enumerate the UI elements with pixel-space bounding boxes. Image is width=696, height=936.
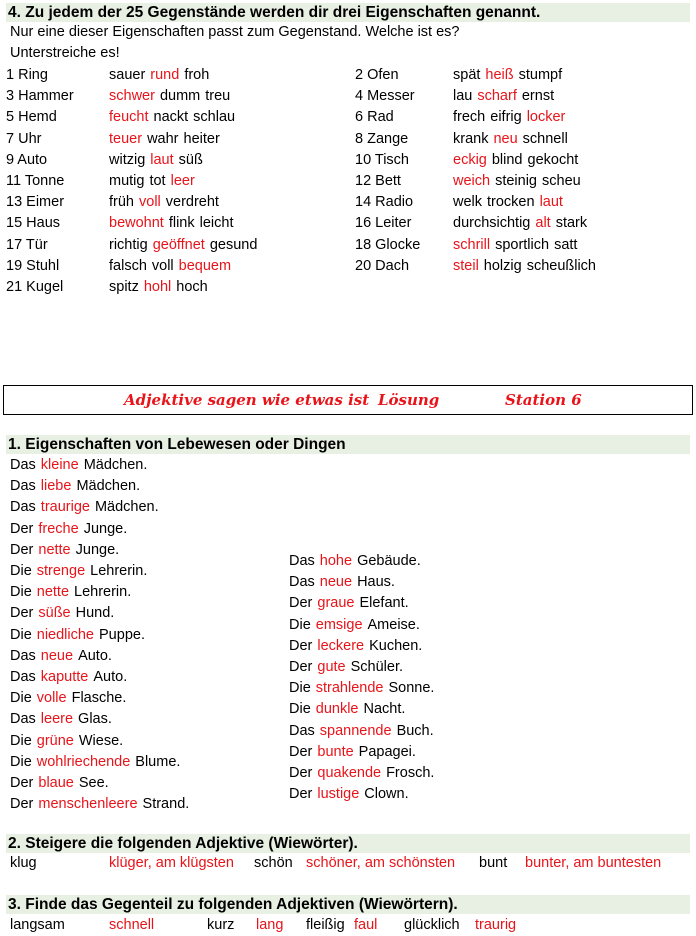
phrase-noun: Mädchen. <box>83 457 148 473</box>
phrase-adjective: freche <box>38 520 79 537</box>
task4-option: scheu <box>542 173 581 189</box>
section1-phrase <box>10 774 109 792</box>
task4-option: heiter <box>183 130 220 147</box>
phrase-adjective: kaputte <box>40 669 89 685</box>
phrase-adjective: emsige <box>315 616 363 633</box>
station-label: Station 6 <box>505 391 582 409</box>
phrase-adjective: grüne <box>36 732 74 749</box>
task4-item-options <box>109 193 219 211</box>
task4-item-options <box>109 130 220 148</box>
task4-option: voll <box>151 257 174 274</box>
task4-correct-option: scharf <box>477 88 517 105</box>
task4-heading: 4. Zu jedem der 25 Gegenstände werden dir drei Eigenschaften genannt. <box>6 3 690 22</box>
section1-phrase <box>289 552 421 570</box>
task4-item-options <box>453 172 581 190</box>
phrase-article: Das <box>10 669 36 685</box>
task4-option: satt <box>554 236 578 253</box>
task4-option: steinig <box>495 173 537 189</box>
task4-item-noun: 20 Dach <box>355 257 410 274</box>
section3-answer: traurig <box>475 917 517 933</box>
task4-option: gesund <box>209 236 258 253</box>
task4-item-noun: 15 Haus <box>6 215 61 232</box>
task4-correct-option: heiß <box>485 67 514 83</box>
phrase-article: Der <box>289 637 313 654</box>
section1-phrase <box>289 658 403 676</box>
phrase-article: Der <box>10 541 34 558</box>
section1-phrase <box>289 616 420 634</box>
task4-option: stark <box>555 215 588 232</box>
section3-base-word: fleißig <box>306 917 345 933</box>
task4-option: krank <box>453 130 489 147</box>
section3-base-word: langsam <box>10 917 65 933</box>
task4-option: früh <box>109 194 134 211</box>
phrase-adjective: dunkle <box>315 701 359 718</box>
phrase-adjective: spannende <box>319 722 392 739</box>
phrase-adjective: traurige <box>40 499 90 516</box>
task4-item-options <box>453 193 563 211</box>
task4-correct-option: schrill <box>453 236 491 253</box>
section1-phrase <box>10 710 112 728</box>
task4-item-noun: 14 Radio <box>355 194 414 211</box>
task4-item-noun: 2 Ofen <box>355 67 399 83</box>
phrase-article: Der <box>289 765 313 781</box>
phrase-article: Der <box>289 786 313 803</box>
task4-correct-option: geöffnet <box>152 236 205 253</box>
task4-option: stumpf <box>518 67 563 83</box>
phrase-article: Die <box>10 626 32 643</box>
task4-option: lau <box>453 88 473 105</box>
task4-option: verdreht <box>165 194 219 211</box>
phrase-article: Die <box>289 616 311 633</box>
section1-phrase <box>10 604 114 622</box>
phrase-noun: Frosch. <box>386 765 435 781</box>
task4-instruction-line2: Unterstreiche es! <box>10 45 120 61</box>
phrase-adjective: kleine <box>40 457 79 473</box>
phrase-noun: Blume. <box>135 753 181 770</box>
task4-item-noun: 6 Rad <box>355 109 394 126</box>
section1-phrase <box>10 626 145 644</box>
phrase-article: Die <box>10 563 32 579</box>
task4-item-noun: 4 Messer <box>355 88 415 105</box>
phrase-noun: See. <box>78 775 109 791</box>
task4-correct-option: neu <box>493 130 518 147</box>
task4-option: süß <box>178 151 203 168</box>
phrase-noun: Papagei. <box>358 743 416 760</box>
phrase-noun: Lehrerin. <box>74 584 132 601</box>
phrase-adjective: liebe <box>40 478 72 495</box>
phrase-noun: Clown. <box>364 786 409 803</box>
section1-phrase <box>289 722 434 740</box>
section3-base-word: kurz <box>207 917 235 933</box>
task4-option: treu <box>205 88 231 105</box>
section3-answer: lang <box>256 917 284 933</box>
section1-phrase <box>289 679 434 697</box>
task4-option: flink <box>168 215 195 232</box>
phrase-adjective: leckere <box>317 637 365 654</box>
task4-item-noun: 10 Tisch <box>355 151 409 168</box>
section2-base-word: bunt <box>479 855 508 871</box>
task4-item-noun: 11 Tonne <box>6 173 65 189</box>
task4-item-options <box>453 236 577 254</box>
phrase-noun: Strand. <box>142 796 190 813</box>
phrase-noun: Lehrerin. <box>90 563 148 579</box>
task4-option: gekocht <box>527 151 579 168</box>
section1-phrase <box>10 732 123 750</box>
task4-item-noun: 7 Uhr <box>6 130 42 147</box>
phrase-noun: Junge. <box>75 541 120 558</box>
task4-item-options <box>109 214 233 232</box>
phrase-adjective: nette <box>36 584 70 601</box>
phrase-noun: Haus. <box>357 574 395 591</box>
phrase-noun: Junge. <box>83 520 128 537</box>
task4-correct-option: leer <box>170 173 195 189</box>
task4-item-options <box>109 66 209 84</box>
phrase-article: Der <box>289 595 313 612</box>
section3-answer: schnell <box>109 917 155 933</box>
phrase-article: Das <box>10 499 36 516</box>
section1-phrase <box>10 753 180 771</box>
task4-option: leicht <box>199 215 234 232</box>
phrase-noun: Puppe. <box>99 626 145 643</box>
phrase-adjective: nette <box>38 541 71 558</box>
task4-item-noun: 8 Zange <box>355 130 409 147</box>
task4-correct-option: weich <box>453 173 491 189</box>
section1-phrase <box>289 785 409 803</box>
task4-correct-option: schwer <box>109 88 155 105</box>
task4-item-noun: 1 Ring <box>6 67 48 83</box>
task4-option: wahr <box>147 130 179 147</box>
task4-correct-option: rund <box>150 67 180 83</box>
section1-phrase <box>10 668 127 686</box>
task4-option: blind <box>491 151 523 168</box>
phrase-article: Der <box>10 520 34 537</box>
phrase-article: Das <box>10 478 36 495</box>
task4-correct-option: bequem <box>178 257 232 274</box>
phrase-article: Die <box>289 701 311 718</box>
task4-instruction-line1: Nur eine dieser Eigenschaften passt zum Gegenstand. Welche ist es? <box>10 24 460 40</box>
task4-correct-option: eckig <box>453 151 487 168</box>
task4-option: spät <box>453 67 481 83</box>
task4-option: falsch <box>109 257 147 274</box>
section1-phrase <box>10 647 112 665</box>
task4-correct-option: teuer <box>109 130 143 147</box>
phrase-article: Das <box>10 647 36 664</box>
worksheet-title: Adjektive sagen wie etwas ist <box>124 391 370 409</box>
worksheet-title-bar <box>3 385 693 415</box>
section3-answer: faul <box>354 917 378 933</box>
task4-option: dumm <box>159 88 201 105</box>
task4-correct-option: bewohnt <box>109 215 164 232</box>
task4-item-options <box>109 257 231 275</box>
section1-phrase <box>10 498 159 516</box>
task4-option: eifrig <box>490 109 522 126</box>
section1-phrase <box>10 541 119 559</box>
phrase-article: Die <box>10 732 32 749</box>
phrase-noun: Elefant. <box>359 595 409 612</box>
section1-phrase <box>10 795 189 813</box>
phrase-article: Der <box>289 659 313 675</box>
section1-phrase <box>10 689 126 707</box>
section2-answer: bunter, am buntesten <box>525 855 662 871</box>
phrase-noun: Hund. <box>75 605 115 622</box>
task4-option: spitz <box>109 279 139 295</box>
phrase-adjective: blaue <box>38 775 74 791</box>
phrase-article: Die <box>10 753 32 770</box>
task4-item-options <box>453 66 562 84</box>
task4-item-options <box>109 236 257 254</box>
task4-option: richtig <box>109 236 148 253</box>
task4-item-noun: 12 Bett <box>355 173 401 189</box>
phrase-noun: Mädchen. <box>76 478 141 495</box>
phrase-adjective: gute <box>317 659 346 675</box>
phrase-adjective: lustige <box>317 786 360 803</box>
task4-correct-option: locker <box>526 109 566 126</box>
phrase-adjective: niedliche <box>36 626 95 643</box>
task4-item-options <box>453 130 568 148</box>
phrase-adjective: süße <box>38 605 71 622</box>
phrase-noun: Schüler. <box>350 659 404 675</box>
phrase-article: Das <box>10 711 36 728</box>
phrase-adjective: hohe <box>319 553 353 569</box>
phrase-noun: Ameise. <box>367 616 420 633</box>
phrase-adjective: leere <box>40 711 74 728</box>
phrase-noun: Kuchen. <box>369 637 423 654</box>
phrase-adjective: menschenleere <box>38 796 138 813</box>
section2-answer: schöner, am schönsten <box>306 855 456 871</box>
section2-base-word: schön <box>254 855 293 871</box>
task4-item-options <box>453 108 565 126</box>
task4-item-noun: 9 Auto <box>6 151 48 168</box>
task4-option: froh <box>184 67 210 83</box>
task4-option: scheußlich <box>526 257 596 274</box>
task4-correct-option: hohl <box>143 279 172 295</box>
phrase-noun: Wiese. <box>78 732 124 749</box>
solution-label: Lösung <box>378 391 440 409</box>
phrase-article: Der <box>10 775 34 791</box>
task4-option: tot <box>149 173 166 189</box>
phrase-noun: Mädchen. <box>94 499 159 516</box>
task4-item-noun: 13 Eimer <box>6 194 65 211</box>
phrase-article: Der <box>289 743 313 760</box>
section3-heading: 3. Finde das Gegenteil zu folgenden Adjektiven (Wiewörtern). <box>6 895 690 914</box>
section1-phrase <box>289 594 409 612</box>
phrase-adjective: volle <box>36 690 67 707</box>
task4-item-options <box>453 257 596 275</box>
task4-option: hoch <box>176 279 208 295</box>
task4-option: frech <box>453 109 486 126</box>
task4-option: mutig <box>109 173 145 189</box>
task4-item-noun: 19 Stuhl <box>6 257 60 274</box>
section2-heading: 2. Steigere die folgenden Adjektive (Wiewörter). <box>6 834 690 853</box>
phrase-noun: Auto. <box>78 647 112 664</box>
task4-item-options <box>453 151 578 169</box>
section1-phrase <box>289 743 416 761</box>
phrase-article: Der <box>10 605 34 622</box>
task4-correct-option: laut <box>150 151 174 168</box>
task4-correct-option: voll <box>139 194 161 211</box>
phrase-noun: Buch. <box>396 722 434 739</box>
task4-option: sportlich <box>495 236 550 253</box>
task4-correct-option: steil <box>453 257 479 274</box>
task4-item-options <box>453 214 587 232</box>
task4-option: ernst <box>521 88 555 105</box>
task4-option: durchsichtig <box>453 215 531 232</box>
section1-phrase <box>10 456 147 474</box>
phrase-noun: Glas. <box>78 711 112 728</box>
task4-item-options <box>453 87 554 105</box>
section2-base-word: klug <box>10 855 37 871</box>
task4-item-options <box>109 172 195 190</box>
section1-heading: 1. Eigenschaften von Lebewesen oder Dingen <box>6 435 690 454</box>
section3-base-word: glücklich <box>404 917 460 933</box>
phrase-adjective: strenge <box>36 563 86 579</box>
phrase-noun: Auto. <box>93 669 128 685</box>
task4-item-noun: 21 Kugel <box>6 279 64 295</box>
section1-phrase <box>289 700 405 718</box>
task4-option: schnell <box>522 130 568 147</box>
phrase-adjective: bunte <box>317 743 354 760</box>
task4-option: nackt <box>153 109 189 126</box>
task4-item-options <box>109 108 235 126</box>
task4-option: sauer <box>109 67 146 83</box>
phrase-article: Das <box>289 553 315 569</box>
task4-item-noun: 5 Hemd <box>6 109 57 126</box>
section1-phrase <box>10 520 127 538</box>
section1-phrase <box>10 583 131 601</box>
task4-item-options <box>109 87 230 105</box>
section1-phrase <box>10 477 140 495</box>
section1-phrase <box>289 573 395 591</box>
task4-correct-option: laut <box>539 194 563 211</box>
task4-item-noun: 17 Tür <box>6 236 48 253</box>
section1-phrase <box>289 764 434 782</box>
phrase-adjective: neue <box>319 574 353 591</box>
task4-correct-option: alt <box>535 215 551 232</box>
phrase-article: Das <box>289 722 315 739</box>
phrase-article: Das <box>10 457 36 473</box>
section2-answer: klüger, am klügsten <box>109 855 234 871</box>
task4-item-noun: 16 Leiter <box>355 215 412 232</box>
task4-item-options <box>109 278 208 296</box>
phrase-noun: Flasche. <box>71 690 127 707</box>
phrase-adjective: quakende <box>317 765 382 781</box>
phrase-noun: Sonne. <box>388 680 435 697</box>
task4-item-noun: 3 Hammer <box>6 88 74 105</box>
phrase-article: Das <box>289 574 315 591</box>
task4-item-options <box>109 151 203 169</box>
phrase-article: Die <box>289 680 311 697</box>
task4-option: welk <box>453 194 483 211</box>
task4-option: holzig <box>483 257 522 274</box>
phrase-article: Die <box>10 584 32 601</box>
phrase-adjective: wohlriechende <box>36 753 131 770</box>
phrase-article: Der <box>10 796 34 813</box>
task4-option: trocken <box>487 194 535 211</box>
phrase-adjective: graue <box>317 595 355 612</box>
task4-item-noun: 18 Glocke <box>355 236 421 253</box>
task4-correct-option: feucht <box>109 109 149 126</box>
phrase-noun: Nacht. <box>363 701 406 718</box>
phrase-adjective: neue <box>40 647 74 664</box>
phrase-noun: Gebäude. <box>357 553 421 569</box>
phrase-article: Die <box>10 690 32 707</box>
task4-option: witzig <box>109 151 146 168</box>
phrase-adjective: strahlende <box>315 680 384 697</box>
section1-phrase <box>10 562 147 580</box>
section1-phrase <box>289 637 422 655</box>
task4-option: schlau <box>193 109 236 126</box>
